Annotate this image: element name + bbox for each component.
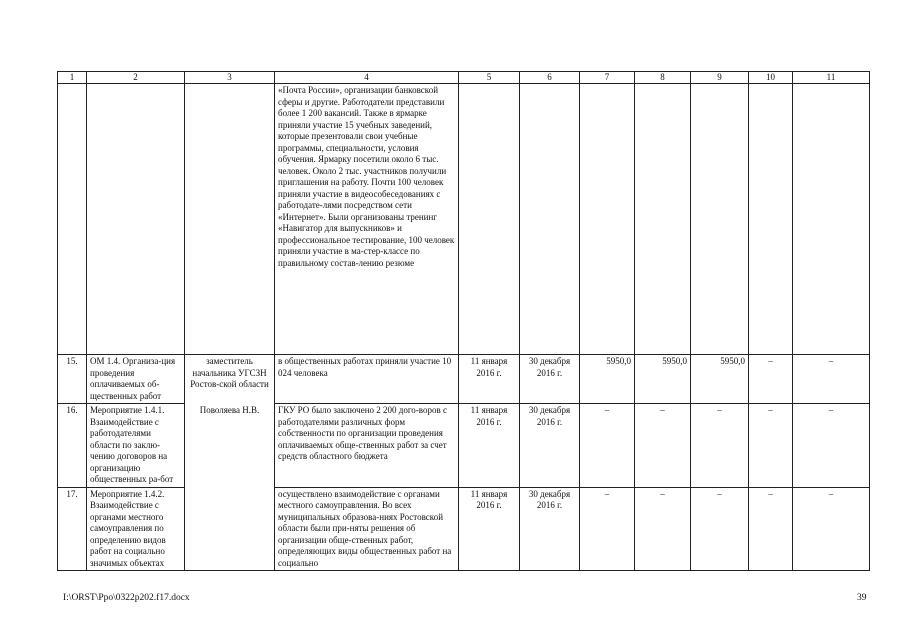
- value-cell: –: [635, 404, 691, 488]
- end-date: 30 декабря 2016 г.: [520, 404, 580, 488]
- responsible: [185, 487, 275, 571]
- table-row: [58, 355, 870, 404]
- end-date: 30 декабря 2016 г.: [520, 355, 580, 404]
- column-header: 3: [185, 72, 275, 84]
- table-cell: [691, 84, 749, 355]
- result-text: ГКУ РО было заключено 2 200 дого-воров с работодателями различных форм собственности по организации проведения оплачиваемых обще-ственных работ за счет средств областного бюджета: [275, 404, 459, 488]
- measure-name: ОМ 1.4. Организа-ция проведения оплачиваемых об-щественных работ: [87, 355, 185, 404]
- start-date: 11 января 2016 г.: [459, 404, 520, 488]
- start-date: 11 января 2016 г.: [459, 355, 520, 404]
- start-date: 11 января 2016 г.: [459, 487, 520, 571]
- header-row: [58, 72, 870, 84]
- main-table: [57, 71, 870, 571]
- page-number: 39: [857, 593, 867, 603]
- table-row: [58, 404, 870, 488]
- table-cell: [749, 84, 793, 355]
- value-cell: 5950,0: [691, 355, 749, 404]
- table-cell: [459, 84, 520, 355]
- value-cell: –: [691, 487, 749, 571]
- table-cell: [793, 84, 870, 355]
- result-text: осуществлено взаимодействие с органами местного самоуправления. Во всех муниципальных образова-ниях Ростовской области были при-няты решения об организации обще-ственных работ, определяющих виды общественных работ на социально: [275, 487, 459, 571]
- value-cell: –: [635, 487, 691, 571]
- value-cell: –: [580, 487, 635, 571]
- column-header: 5: [459, 72, 520, 84]
- table-row: [58, 84, 870, 355]
- value-cell: 5950,0: [580, 355, 635, 404]
- value-cell: –: [691, 404, 749, 488]
- end-date: 30 декабря 2016 г.: [520, 487, 580, 571]
- column-header: 11: [793, 72, 870, 84]
- responsible: Поволяева Н.В.: [185, 404, 275, 488]
- row-number: 16.: [58, 404, 87, 488]
- row-number: 15.: [58, 355, 87, 404]
- responsible: заместитель начальника УГСЗН Ростов-ской области: [185, 355, 275, 404]
- column-header: 8: [635, 72, 691, 84]
- value-cell: –: [580, 404, 635, 488]
- table-cell: [520, 84, 580, 355]
- column-header: 9: [691, 72, 749, 84]
- footer-file-path: I:\ORST\Ppo\0322p202.f17.docx: [63, 593, 190, 603]
- column-header: 4: [275, 72, 459, 84]
- value-cell: –: [749, 404, 793, 488]
- row-number: 17.: [58, 487, 87, 571]
- column-header: 6: [520, 72, 580, 84]
- result-text: в общественных работах приняли участие 10 024 человека: [275, 355, 459, 404]
- table-cell: [58, 84, 87, 355]
- value-cell: 5950,0: [635, 355, 691, 404]
- table-cell: «Почта России», организации банковской сферы и другие. Работодатели представили более 1 200 вакансий. Также в ярмарке приняли участие 15 учебных заведений, которые презентовали свои учебные программы, специальности, условия обучения. Ярмарку посетили около 6 тыс. человек. Около 2 тыс. участников получили приглашения на работу. Почти 100 человек приняли участие в видеособеседованиях с работодате-лями посредством сети «Интернет». Были организованы тренинг «Навигатор для выпускников» и профессиональное тестирование, 100 человек приняли участие в ма-стер-классе по правильному состав-лению резюме: [275, 84, 459, 355]
- measure-name: Мероприятие 1.4.1. Взаимодействие с работодателями области по заклю-чению договоров на организацию общественных ра-бот: [87, 404, 185, 488]
- table-cell: [580, 84, 635, 355]
- table-row: [58, 487, 870, 571]
- table-cell: [635, 84, 691, 355]
- measure-name: Мероприятие 1.4.2. Взаимодействие с органами местного самоуправления по определению видов работ на социально значимых объектах: [87, 487, 185, 571]
- table-cell: [185, 84, 275, 355]
- value-cell: –: [749, 355, 793, 404]
- column-header: 7: [580, 72, 635, 84]
- table-cell: [87, 84, 185, 355]
- value-cell: –: [793, 355, 870, 404]
- value-cell: –: [793, 404, 870, 488]
- value-cell: –: [793, 487, 870, 571]
- column-header: 2: [87, 72, 185, 84]
- column-header: 1: [58, 72, 87, 84]
- value-cell: –: [749, 487, 793, 571]
- column-header: 10: [749, 72, 793, 84]
